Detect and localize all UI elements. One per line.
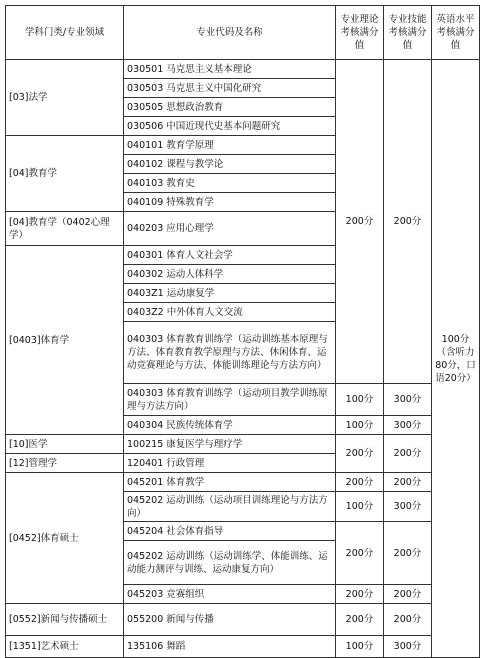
major-cell: 120401 行政管理 (124, 454, 336, 473)
major-cell: 0403Z1 运动康复学 (124, 284, 336, 303)
skill-score-cell: 300分 (384, 492, 432, 522)
discipline-cell: [10]医学 (6, 435, 124, 454)
table-row (6, 435, 480, 454)
header-skill: 专业技能考核满分值 (384, 6, 432, 60)
major-cell: 045202 运动训练（运动训练学、体能训练、运动能力测评与训练、运动康复方向） (124, 541, 336, 585)
table-row (6, 604, 480, 636)
major-cell: 045204 社会体育指导 (124, 522, 336, 541)
table-row (6, 636, 480, 658)
discipline-cell: [03]法学 (6, 60, 124, 136)
major-cell: 100215 康复医学与理疗学 (124, 435, 336, 454)
discipline-cell: [0552]新闻与传播硕士 (6, 604, 124, 636)
theory-score-cell: 200分 (336, 473, 384, 492)
major-cell: 030501 马克思主义基本理论 (124, 60, 336, 79)
theory-score-cell: 100分 (336, 384, 384, 416)
major-cell: 0403Z2 中外体育人文交流 (124, 303, 336, 322)
theory-score-cell: 200分 (336, 435, 384, 473)
discipline-cell: [0403]体育学 (6, 246, 124, 435)
major-cell: 040109 特殊教育学 (124, 193, 336, 212)
major-cell: 040301 体育人文社会学 (124, 246, 336, 265)
theory-score-cell: 100分 (336, 636, 384, 658)
discipline-cell: [1351]艺术硕士 (6, 636, 124, 658)
major-cell: 030503 马克思主义中国化研究 (124, 79, 336, 98)
header-theory: 专业理论考核满分值 (336, 6, 384, 60)
skill-score-cell: 200分 (384, 473, 432, 492)
header-english: 英语水平考核满分值 (432, 6, 480, 60)
discipline-cell: [0452]体育硕士 (6, 473, 124, 604)
major-cell: 040102 课程与教学论 (124, 155, 336, 174)
major-cell: 055200 新闻与传播 (124, 604, 336, 636)
theory-score-cell: 200分 (336, 604, 384, 636)
score-table (5, 5, 480, 658)
english-score-cell: 100分（含听力80分，口语20分） (432, 60, 480, 658)
major-cell: 045203 竞赛组织 (124, 585, 336, 604)
skill-score-cell: 200分 (384, 60, 432, 384)
major-cell: 045201 体育教学 (124, 473, 336, 492)
table-row (6, 60, 480, 79)
discipline-cell: [04]教育学 (6, 136, 124, 212)
major-cell: 030505 思想政治教育 (124, 98, 336, 117)
table-row (6, 473, 480, 492)
skill-score-cell: 200分 (384, 522, 432, 585)
major-cell: 040304 民族传统体育学 (124, 416, 336, 435)
major-cell: 040303 体育教育训练学（运动项目教学训练原理与方法方向） (124, 384, 336, 416)
major-cell: 040303 体育教育训练学（运动训练基本原理与方法、体育教育教学原理与方法、休闲体育、运动竞赛理论与方法、体能训练理论与方法方向） (124, 322, 336, 384)
theory-score-cell: 200分 (336, 522, 384, 585)
major-cell: 040302 运动人体科学 (124, 265, 336, 284)
skill-score-cell: 300分 (384, 636, 432, 658)
skill-score-cell: 200分 (384, 435, 432, 473)
skill-score-cell: 300分 (384, 384, 432, 416)
theory-score-cell: 100分 (336, 416, 384, 435)
skill-score-cell: 200分 (384, 604, 432, 636)
header-discipline: 学科门类/专业领域 (6, 6, 124, 60)
header-row (6, 6, 480, 60)
major-cell: 040103 教育史 (124, 174, 336, 193)
major-cell: 045202 运动训练（运动项目训练理论与方法方向） (124, 492, 336, 522)
major-cell: 040203 应用心理学 (124, 212, 336, 246)
skill-score-cell: 200分 (384, 585, 432, 604)
theory-score-cell: 200分 (336, 585, 384, 604)
skill-score-cell: 300分 (384, 416, 432, 435)
discipline-cell: [12]管理学 (6, 454, 124, 473)
major-cell: 040101 教育学原理 (124, 136, 336, 155)
major-cell: 030506 中国近现代史基本问题研究 (124, 117, 336, 136)
header-major: 专业代码及名称 (124, 6, 336, 60)
theory-score-cell: 100分 (336, 492, 384, 522)
major-cell: 135106 舞蹈 (124, 636, 336, 658)
discipline-cell: [04]教育学（0402心理学） (6, 212, 124, 246)
theory-score-cell: 200分 (336, 60, 384, 384)
